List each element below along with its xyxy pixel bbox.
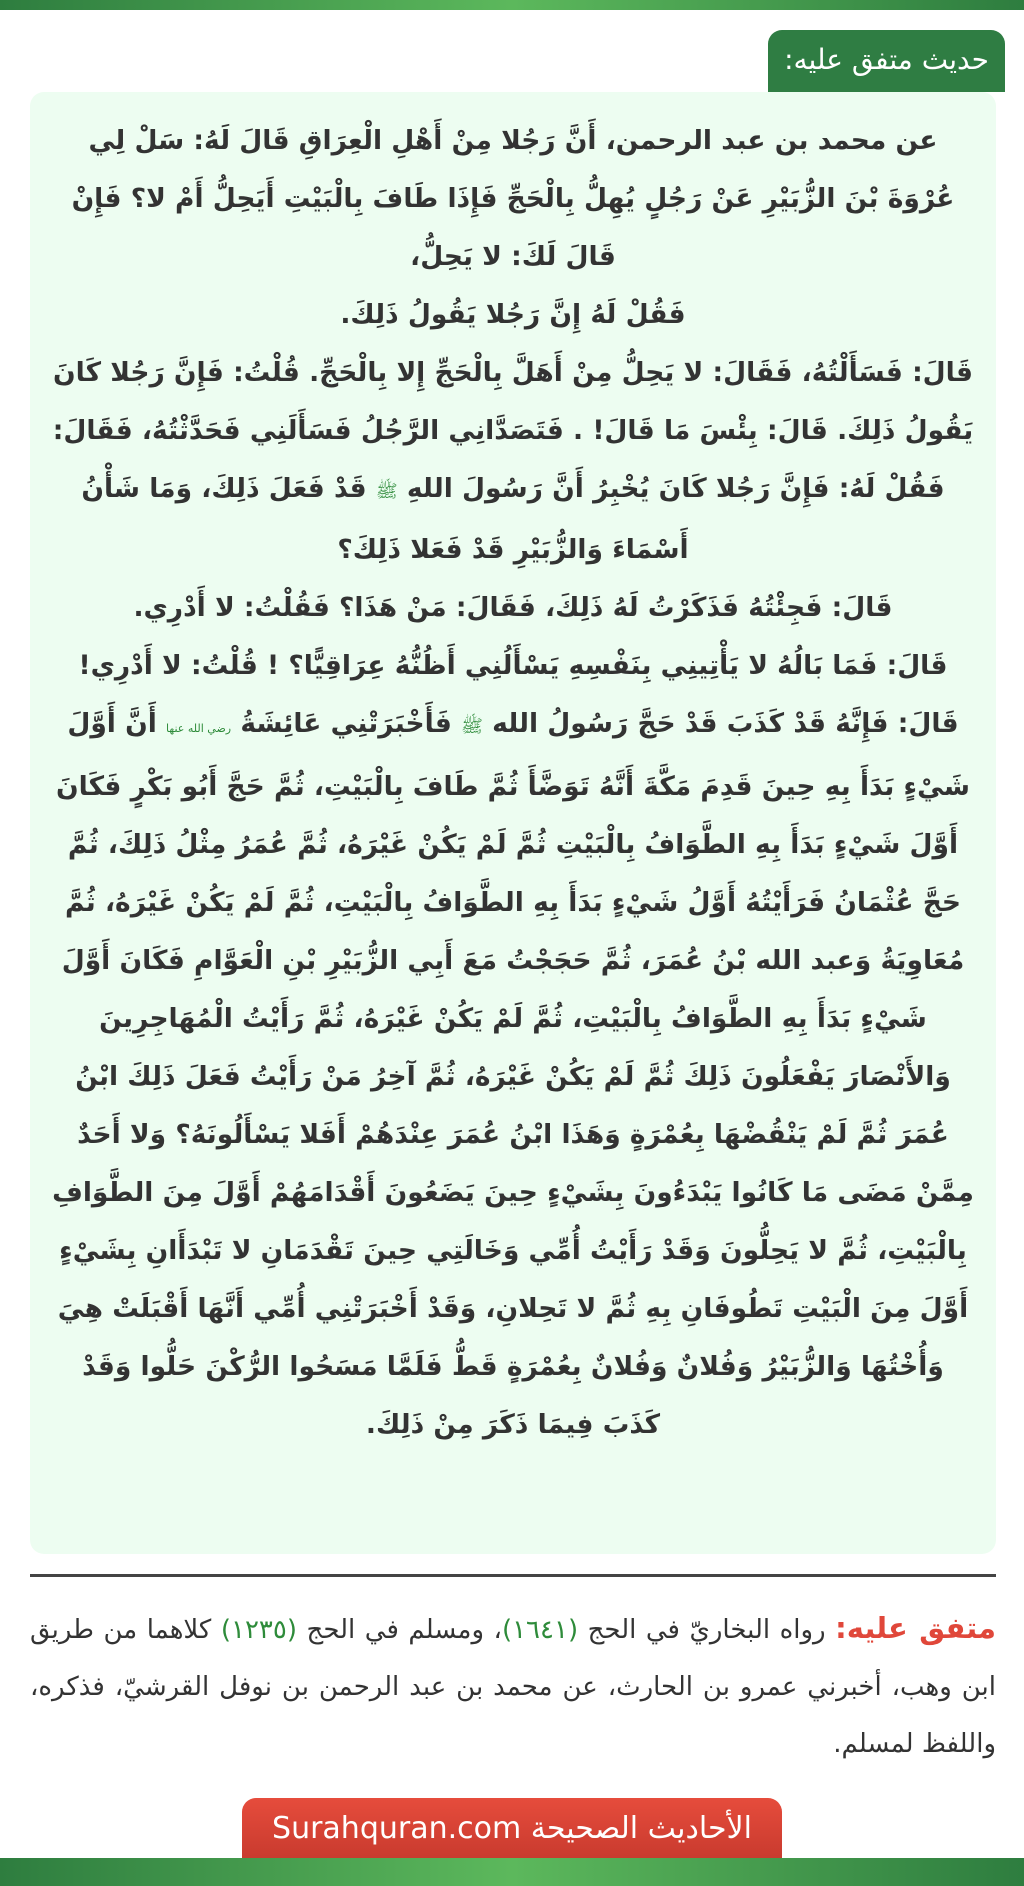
takhrij-text: ، ومسلم في الحج bbox=[297, 1615, 502, 1645]
hadith-text bbox=[30, 92, 996, 1554]
salawat-icon: ﷺ bbox=[461, 716, 483, 737]
top-bar bbox=[0, 0, 1024, 10]
bottom-bar bbox=[0, 1858, 1024, 1886]
hadith-text-part: قَدْ فَعَلَ ذَلِكَ، وَمَا شَأْنُ أَسْمَاءَ وَالزُّبَيْرِ قَدْ فَعَلا ذَلِكَ؟ bbox=[81, 473, 689, 565]
bukhari-number[interactable]: (١٦٤١) bbox=[501, 1615, 579, 1645]
hadith-text-part: فَأَخْبَرَتْنِي عَائِشَةُ bbox=[240, 708, 452, 739]
takhrij-text: رواه البخاريّ في الحج bbox=[578, 1615, 836, 1645]
radiya-icon: رضي الله عنها bbox=[166, 722, 232, 735]
takhrij-text: كلاهما من طريق ابن وهب، أخبرني عمرو بن الحارث، عن محمد بن عبد الرحمن بن نوفل القرشيّ، فذكره، واللفظ لمسلم. bbox=[30, 1615, 996, 1759]
hadith-paragraph bbox=[52, 344, 974, 579]
section-title: حديث متفق عليه: bbox=[768, 30, 1005, 92]
hadith-paragraph: عن محمد بن عبد الرحمن، أَنَّ رَجُلا مِنْ أَهْلِ الْعِرَاقِ قَالَ لَهُ: سَلْ لِي عُرْوَةَ بْنَ الزُّبَيْرِ عَنْ رَجُلٍ يُهِلُّ بِالْحَجِّ فَإِذَا طَافَ بِالْبَيْتِ أَيَحِلُّ أَمْ لا؟ فَإِنْ قَالَ لَكَ: لا يَحِلُّ، bbox=[71, 125, 955, 272]
divider bbox=[30, 1574, 996, 1577]
hadith-paragraph: قَالَ: فَجِئْتُهُ فَذَكَرْتُ لَهُ ذَلِكَ، فَقَالَ: مَنْ هَذَا؟ فَقُلْتُ: لا أَدْرِي. bbox=[133, 592, 893, 623]
hadith-text-part: قَالَ: فَمَا بَالُهُ لا يَأْتِينِي بِنَفْسِهِ يَسْأَلُنِي أَظُنُّهُ عِرَاقِيًّا؟ ! قُلْتُ: لا أَدْرِي! قَالَ: فَإِنَّهُ قَدْ كَذَبَ قَدْ حَجَّ رَسُولُ الله bbox=[78, 650, 959, 739]
takhrij-label: متفق عليه: bbox=[835, 1611, 996, 1645]
hadith-paragraph bbox=[52, 637, 974, 1454]
salawat-icon: ﷺ bbox=[375, 481, 398, 502]
hadith-paragraph: فَقُلْ لَهُ إِنَّ رَجُلا يَقُولُ ذَلِكَ. bbox=[340, 299, 686, 330]
hadith-text-part: أَنَّ أَوَّلَ شَيْءٍ بَدَأَ بِهِ حِينَ قَدِمَ مَكَّةَ أَنَّهُ تَوَضَّأَ ثُمَّ طَافَ بِالْبَيْتِ، ثُمَّ حَجَّ أَبُو بَكْرٍ فَكَانَ أَوَّلَ شَيْءٍ بَدَأَ بِهِ الطَّوَافُ بِالْبَيْتِ ثُمَّ لَمْ يَكُنْ غَيْرَهُ، ثُمَّ عُمَرُ مِثْلُ ذَلِكَ، ثُمَّ حَجَّ عُثْمَانُ فَرَأَيْتُهُ أَوَّلُ شَيْءٍ بَدَأَ بِهِ الطَّوَافُ بِالْبَيْتِ، ثُمَّ لَمْ يَكُنْ غَيْرَهُ، ثُمَّ مُعَاوِيَةُ وَعبد الله بْنُ عُمَرَ، ثُمَّ حَجَجْتُ مَعَ أَبِي الزُّبَيْرِ بْنِ الْعَوَّامِ فَكَانَ أَوَّلَ شَيْءٍ بَدَأَ بِهِ الطَّوَافُ بِالْبَيْتِ، ثُمَّ لَمْ يَكُنْ غَيْرَهُ، ثُمَّ رَأَيْتُ الْمُهَاجِرِينَ وَالأَنْصَارَ يَفْعَلُونَ ذَلِكَ ثُمَّ لَمْ يَكُنْ غَيْرَهُ، ثُمَّ آخِرُ مَنْ رَأَيْتُ فَعَلَ ذَلِكَ ابْنُ عُمَرَ ثُمَّ لَمْ يَنْقُضْهَا بِعُمْرَةٍ وَهَذَا ابْنُ عُمَرَ عِنْدَهُمْ أَفَلا يَسْأَلُونَهُ؟ وَلا أَحَدٌ مِمَّنْ مَضَى مَا كَانُوا يَبْدَءُونَ بِشَيْءٍ حِينَ يَضَعُونَ أَقْدَامَهُمْ أَوَّلَ مِنَ الطَّوَافِ بِالْبَيْتِ، ثُمَّ لا يَحِلُّونَ وَقَدْ رَأَيْتُ أُمِّي وَخَالَتِي حِينَ تَقْدَمَانِ لا تَبْدَأَانِ بِشَيْءٍ أَوَّلَ مِنَ الْبَيْتِ تَطُوفَانِ بِهِ ثُمَّ لا تَحِلانِ، وَقَدْ أَخْبَرَتْنِي أُمِّي أَنَّهَا أَقْبَلَتْ هِيَ وَأُخْتُهَا وَالزُّبَيْرُ وَفُلانٌ وَفُلانٌ بِعُمْرَةٍ قَطُّ فَلَمَّا مَسَحُوا الرُّكْنَ حَلُّوا وَقَدْ كَذَبَ فِيمَا ذَكَرَ مِنْ ذَلِكَ. bbox=[52, 708, 974, 1440]
takhrij bbox=[30, 1600, 996, 1773]
site-button[interactable]: الأحاديث الصحيحة Surahquran.com bbox=[242, 1798, 782, 1860]
hadith-text-part: قَالَ: فَسَأَلْتُهُ، فَقَالَ: لا يَحِلُّ مِنْ أَهَلَّ بِالْحَجِّ إِلا بِالْحَجِّ. قُلْتُ: فَإِنَّ رَجُلا كَانَ يَقُولُ ذَلِكَ. قَالَ: بِئْسَ مَا قَالَ! . فَتَصَدَّانِي الرَّجُلُ فَسَأَلَنِي فَحَدَّثْتُهُ، فَقَالَ: فَقُلْ لَهُ: فَإِنَّ رَجُلا كَانَ يُخْبِرُ أَنَّ رَسُولَ اللهِ bbox=[52, 357, 974, 504]
muslim-number[interactable]: (١٢٣٥) bbox=[220, 1615, 298, 1645]
